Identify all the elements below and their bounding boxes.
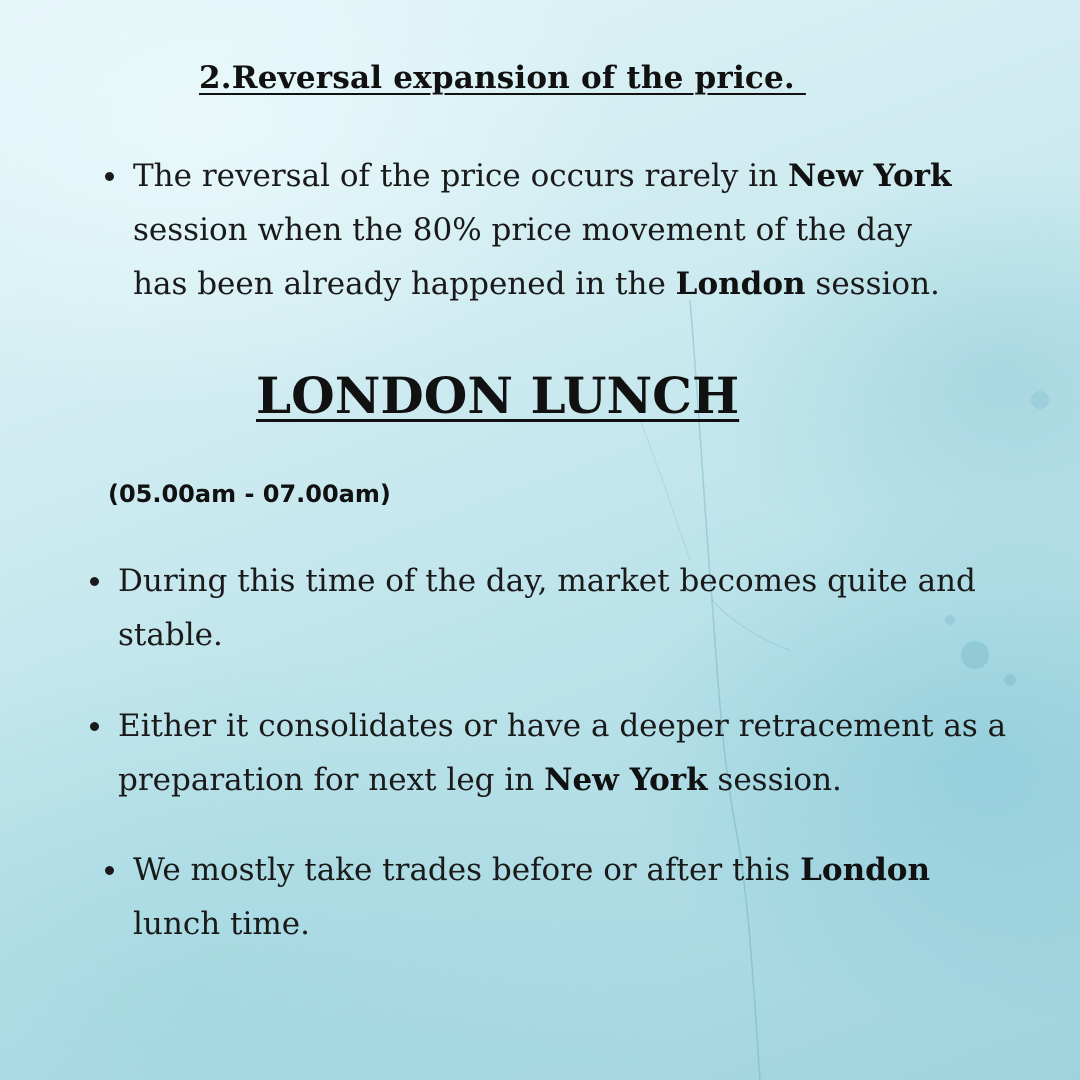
lunch-bullet-2-line2: preparation for next leg in New York session. <box>118 762 842 798</box>
lunch-bullet-1-line1: During this time of the day, market becomes quite and <box>118 563 976 599</box>
intro-bullet-1 <box>133 149 951 311</box>
lunch-bullet-2-line1: Either it consolidates or have a deeper retracement as a <box>118 708 1007 744</box>
lunch-bullet-2 <box>118 699 1006 807</box>
intro-bullet-1-line2: session when the 80% price movement of the day <box>133 212 913 248</box>
lunch-bullet-1 <box>118 554 976 662</box>
lunch-bullet-3 <box>133 843 930 951</box>
lunch-bullet-3-line2: lunch time. <box>133 906 310 942</box>
time-range: (05.00am - 07.00am) <box>108 480 391 508</box>
intro-bullet-1-line3: has been already happened in the London session. <box>133 266 940 302</box>
intro-bullet-1-line1: The reversal of the price occurs rarely in New York <box>133 158 952 194</box>
intro-heading: 2.Reversal expansion of the price. <box>199 60 806 96</box>
lunch-bullet-1-line2: stable. <box>118 617 223 653</box>
lunch-bullet-3-line1: We mostly take trades before or after this London <box>133 852 930 888</box>
section-title: LONDON LUNCH <box>256 366 740 425</box>
